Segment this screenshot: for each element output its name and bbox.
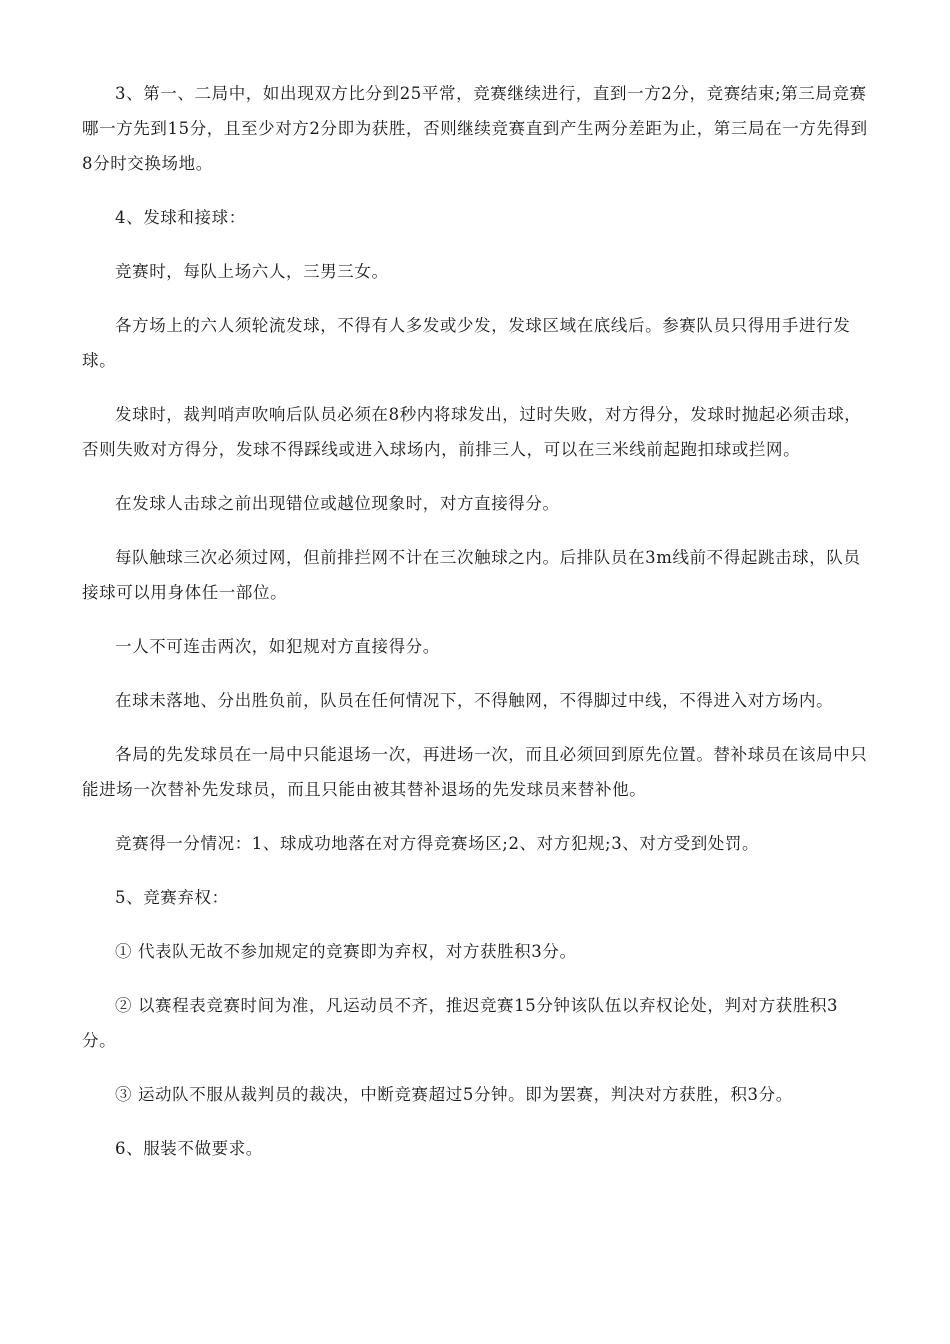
paragraph-point-conditions: 竞赛得一分情况：1、球成功地落在对方得竞赛场区;2、对方犯规;3、对方受到处罚。 (115, 834, 760, 853)
paragraph-uniform: 6、服装不做要求。 (115, 1139, 263, 1158)
paragraph-forfeit-1: ① 代表队无故不参加规定的竞赛即为弃权，对方获胜积3分。 (115, 942, 577, 961)
paragraph-three-touches: 每队触球三次必须过网，但前排拦网不计在三次触球之内。后排队员在3m线前不得起跳击球，队员接球可以用身体任一部位。 (82, 548, 861, 602)
paragraph-team-size: 竞赛时，每队上场六人，三男三女。 (115, 262, 389, 281)
paragraph-substitution: 各局的先发球员在一局中只能退场一次，再进场一次，而且必须回到原先位置。替补球员在该局中只能进场一次替补先发球员，而且只能由被其替补退场的先发球员来替补他。 (82, 745, 868, 799)
heading-forfeit: 5、竞赛弃权： (115, 888, 229, 907)
paragraph-forfeit-2: ② 以赛程表竞赛时间为准，凡运动员不齐，推迟竞赛15分钟该队伍以弃权论处，判对方获胜积3分。 (82, 996, 839, 1050)
paragraph-double-hit: 一人不可连击两次，如犯规对方直接得分。 (115, 637, 440, 656)
paragraph-position-fault: 在发球人击球之前出现错位或越位现象时，对方直接得分。 (115, 494, 560, 513)
document-body (82, 76, 868, 1185)
paragraph-scoring-rules: 3、第一、二局中，如出现双方比分到25平常，竞赛继续进行，直到一方2分，竞赛结束;第三局竞赛哪一方先到15分，且至少对方2分即为获胜，否则继续竞赛直到产生两分差距为止，第三局在一方先得到8分时交换场地。 (82, 84, 868, 173)
heading-serve-receive: 4、发球和接球： (115, 208, 246, 227)
paragraph-forfeit-3: ③ 运动队不服从裁判员的裁决，中断竞赛超过5分钟。即为罢赛，判决对方获胜，积3分。 (115, 1085, 793, 1104)
paragraph-serve-rotation: 各方场上的六人须轮流发球，不得有人多发或少发，发球区域在底线后。参赛队员只得用手进行发球。 (82, 316, 851, 370)
paragraph-net-rules: 在球未落地、分出胜负前，队员在任何情况下，不得触网，不得脚过中线，不得进入对方场内。 (115, 691, 834, 710)
paragraph-serve-timing: 发球时，裁判哨声吹响后队员必须在8秒内将球发出，过时失败，对方得分，发球时抛起必须击球，否则失败对方得分，发球不得踩线或进入球场内，前排三人，可以在三米线前起跑扣球或拦网。 (82, 405, 862, 459)
